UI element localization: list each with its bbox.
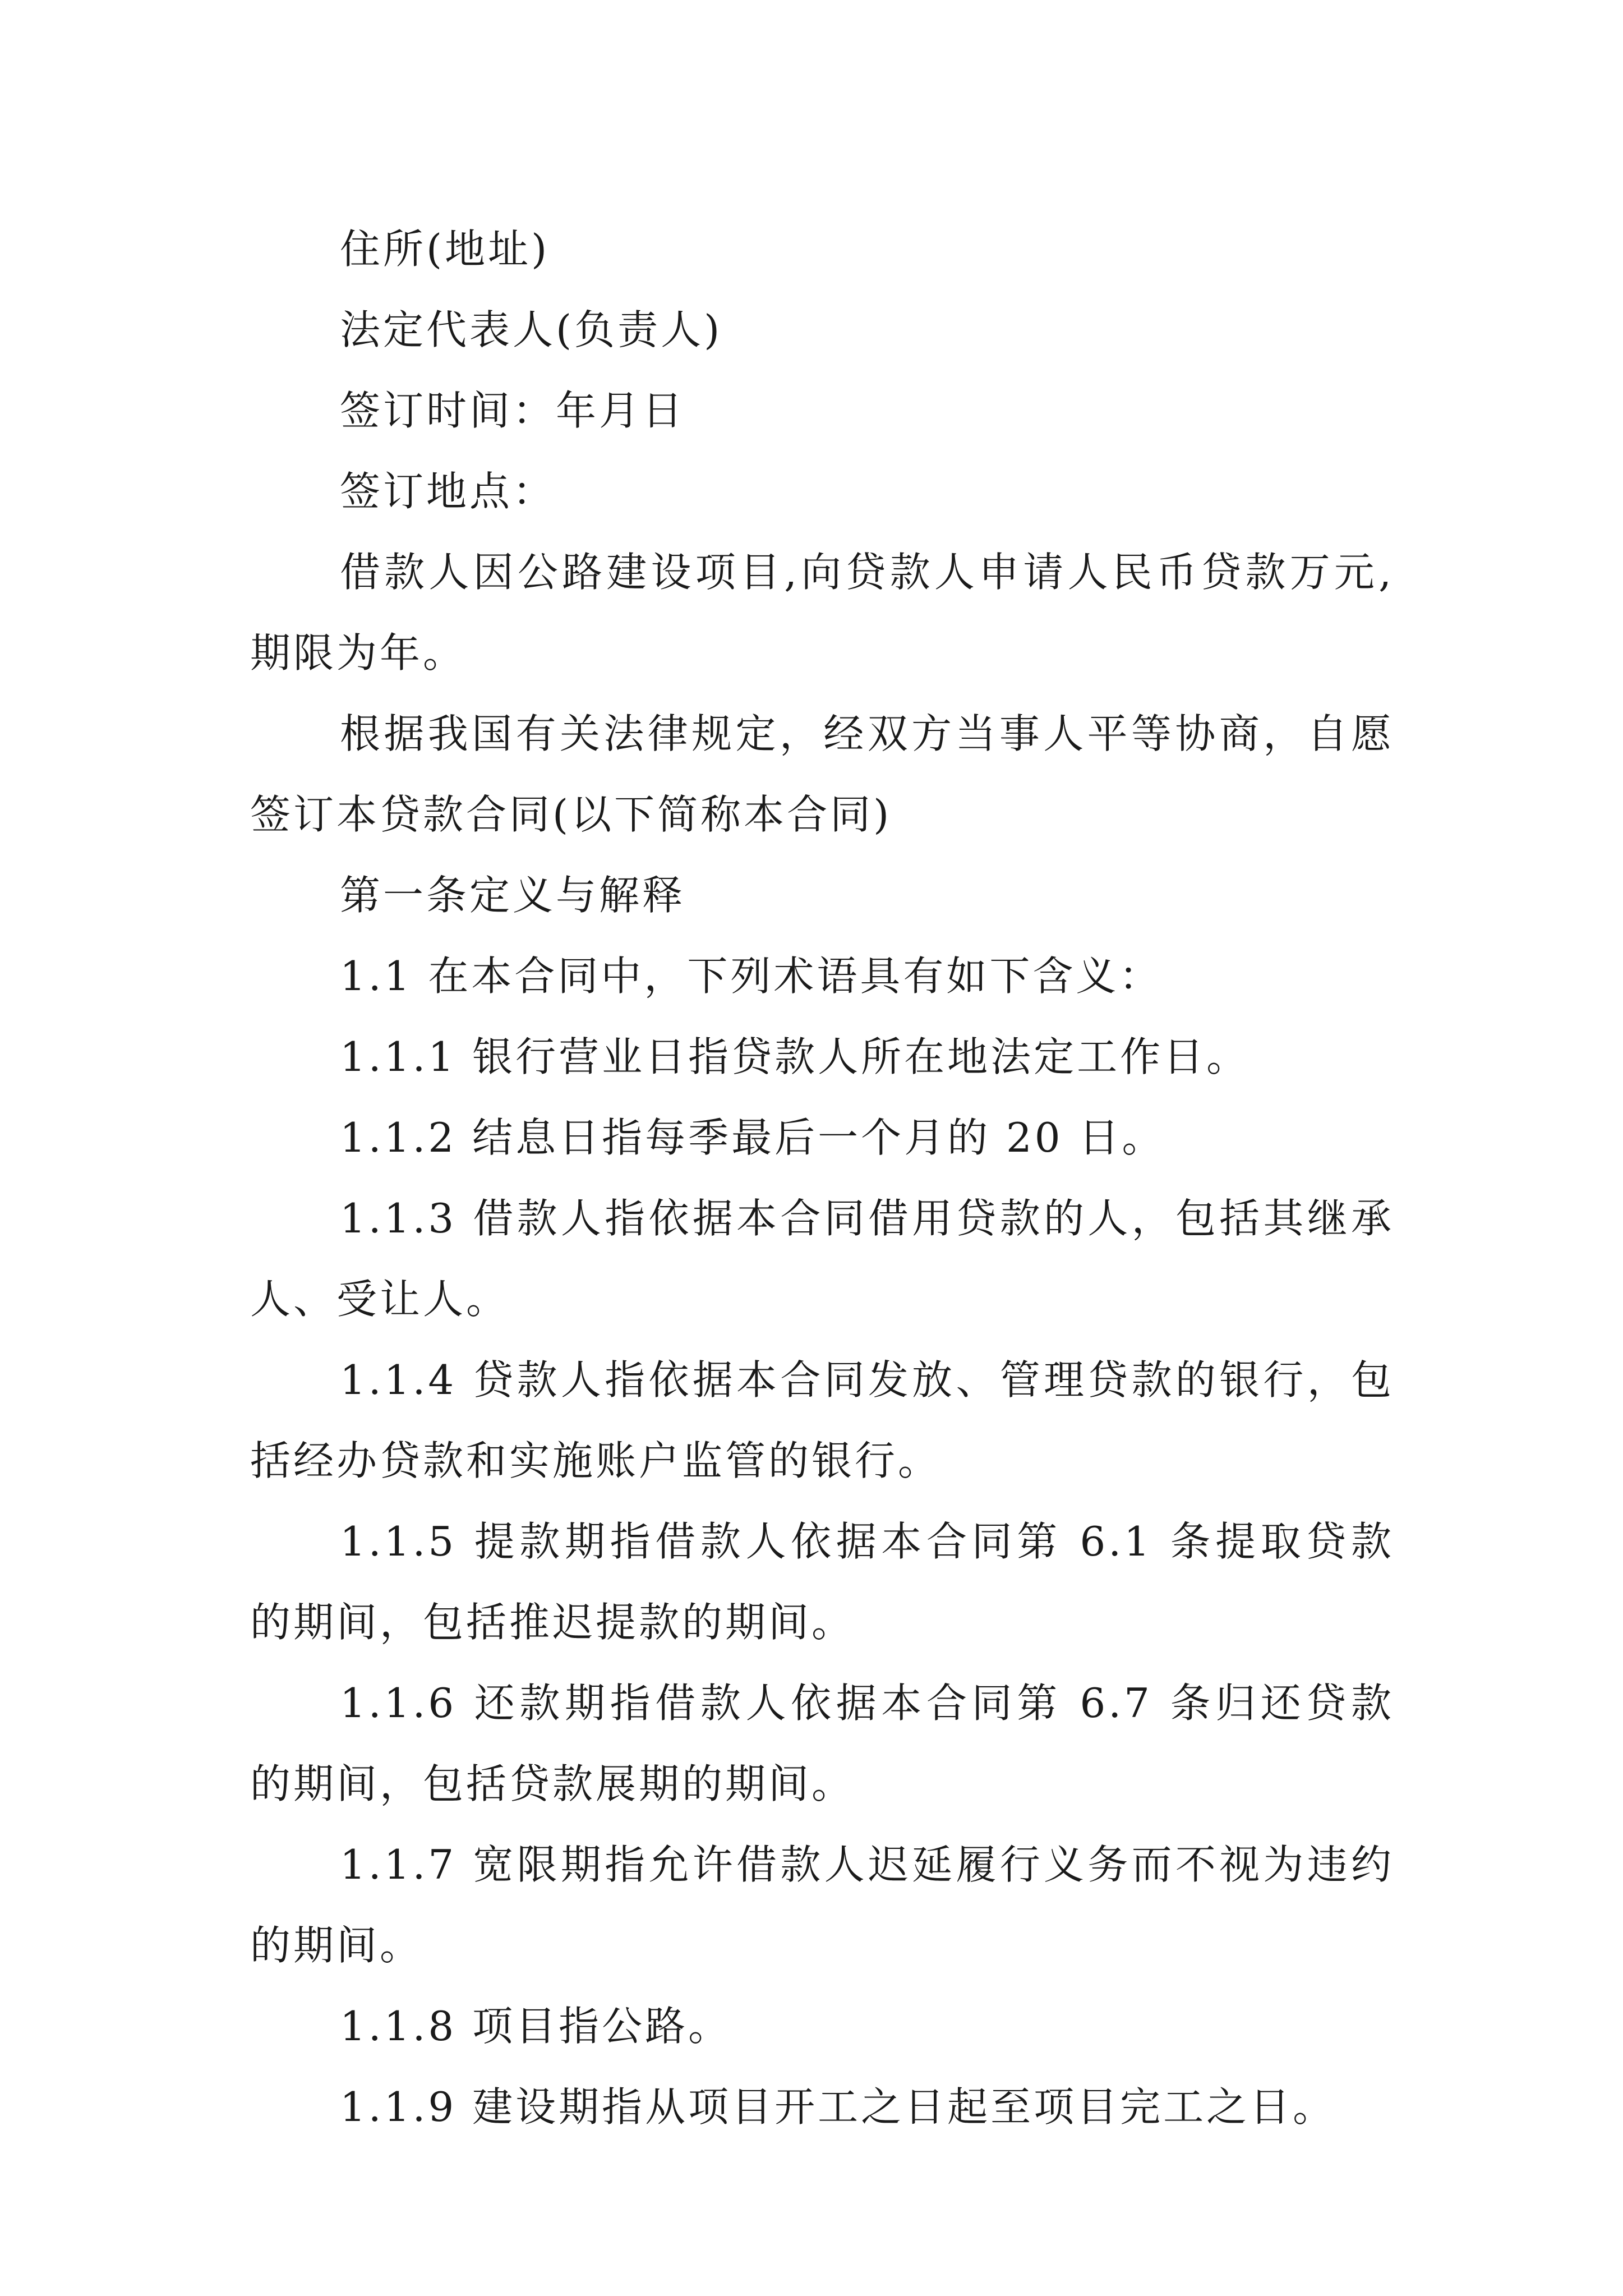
clause-1-1-3: 1.1.3 借款人指依据本合同借用贷款的人，包括其继承人、受让人。 xyxy=(250,1195,1394,1323)
clause-1-1-2: 1.1.2 结息日指每季最后一个月的 20 日。 xyxy=(340,1114,1165,1161)
signing-place-line: 签订地点： xyxy=(340,468,556,515)
article-one-heading: 第一条定义与解释 xyxy=(340,872,686,919)
clause-1-1-9: 1.1.9 建设期指从项目开工之日起至项目完工之日。 xyxy=(340,2083,1336,2131)
clause-1-1-1: 1.1.1 银行营业日指贷款人所在地法定工作日。 xyxy=(340,1033,1250,1080)
loan-purpose-paragraph: 借款人因公路建设项目,向贷款人申请人民币贷款万元,期限为年。 xyxy=(250,549,1394,677)
clause-1-1-5: 1.1.5 提款期指借款人依据本合同第 6.1 条提取贷款的期间，包括推迟提款的期间。 xyxy=(250,1518,1394,1646)
clause-1-1-6: 1.1.6 还款期指借款人依据本合同第 6.7 条归还贷款的期间，包括贷款展期的期间。 xyxy=(250,1680,1394,1807)
legal-representative-line: 法定代表人(负责人) xyxy=(340,306,723,353)
signing-date-line: 签订时间：年月日 xyxy=(340,387,686,434)
clause-1-1-7: 1.1.7 宽限期指允许借款人迟延履行义务而不视为违约的期间。 xyxy=(250,1841,1394,1969)
address-line: 住所(地址) xyxy=(340,226,550,273)
legal-basis-paragraph: 根据我国有关法律规定，经双方当事人平等协商，自愿签订本贷款合同(以下简称本合同) xyxy=(250,710,1394,838)
clause-1-1-8: 1.1.8 项目指公路。 xyxy=(340,2003,732,2050)
clause-1-1: 1.1 在本合同中，下列术语具有如下含义： xyxy=(340,953,1163,1000)
clause-1-1-4: 1.1.4 贷款人指依据本合同发放、管理贷款的银行，包括经办贷款和实施账户监管的银行。 xyxy=(250,1356,1394,1484)
document-body xyxy=(250,209,1394,2147)
